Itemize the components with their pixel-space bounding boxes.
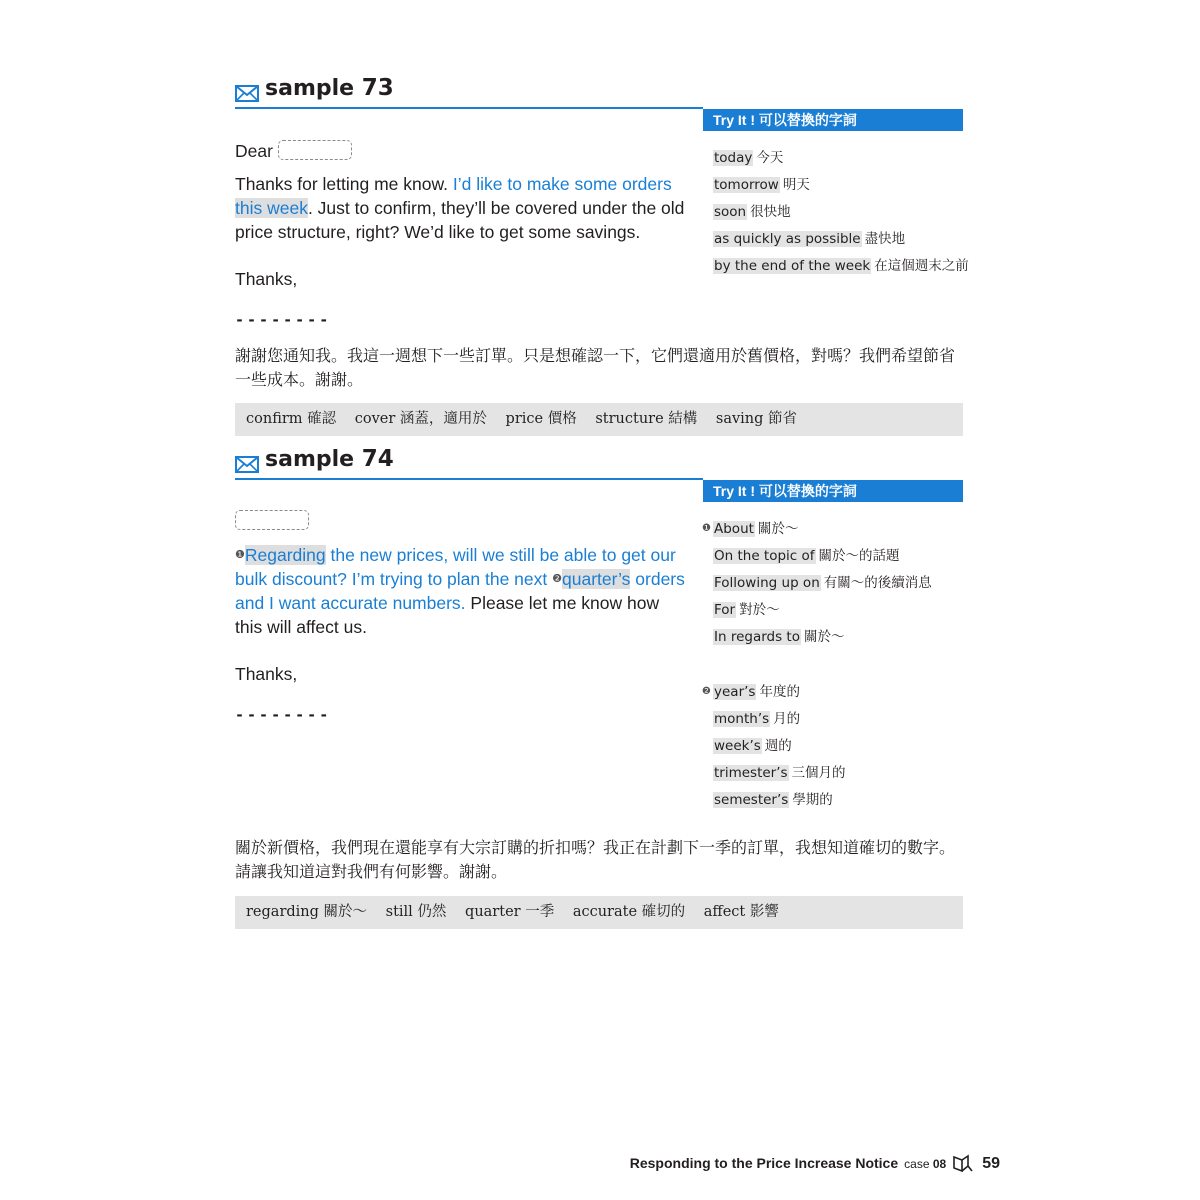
closing-74: Thanks, bbox=[235, 664, 298, 684]
replaceable-text: the new prices, will we still be able to get our bulk discount? I’m trying to plan the next bbox=[235, 545, 676, 589]
tryit-item bbox=[700, 229, 905, 249]
signature-line-74: -------- bbox=[235, 706, 332, 724]
tryit-item bbox=[700, 519, 798, 539]
sample-74-title bbox=[265, 446, 394, 472]
tryit-zh: 學期的 bbox=[792, 792, 833, 808]
tryit-item bbox=[700, 600, 780, 620]
case-label bbox=[904, 1157, 946, 1171]
recipient-blank[interactable] bbox=[278, 140, 352, 160]
vocab-bar-73 bbox=[235, 403, 963, 436]
footer-title: Responding to the Price Increase Notice bbox=[629, 1155, 899, 1171]
tryit-en: month’s bbox=[714, 711, 770, 727]
body-text: Please let me know how this will affect us. bbox=[235, 593, 660, 637]
greeting: Dear bbox=[235, 141, 273, 161]
vocab-item: accurate 確切的 bbox=[572, 904, 686, 920]
marker-two: ❷ bbox=[702, 686, 711, 697]
tryit-en: soon bbox=[714, 204, 747, 220]
letter-body-74 bbox=[235, 543, 690, 639]
tryit-zh: 週的 bbox=[764, 738, 792, 754]
tryit-en: Following up on bbox=[714, 575, 820, 591]
tryit-item bbox=[700, 682, 800, 702]
tryit-en: On the topic of bbox=[714, 548, 815, 564]
tryit-item bbox=[700, 627, 845, 647]
vocab-item: structure 結構 bbox=[595, 411, 698, 427]
translation-74: 關於新價格，我們現在還能享有大宗訂購的折扣嗎？我正在計劃下一季的訂單，我想知道確切的數字。請讓我知道這對我們有何影響。謝謝。 bbox=[235, 838, 956, 881]
tryit-header-74: Try It ! 可以替換的字詞 bbox=[703, 480, 963, 502]
sample-label: sample bbox=[265, 76, 355, 101]
tryit-item bbox=[700, 202, 791, 222]
tryit-en: In regards to bbox=[714, 629, 800, 645]
highlighted-phrase: quarter’s bbox=[562, 569, 631, 589]
body-text: Thanks for letting me know. bbox=[235, 174, 453, 194]
letter-greeting-74 bbox=[235, 509, 690, 533]
tryit-item bbox=[700, 763, 846, 783]
sample-73-header bbox=[235, 75, 703, 109]
tryit-zh: 有關～的後續消息 bbox=[823, 575, 932, 591]
translation-73: 謝謝您通知我。我這一週想下一些訂單。只是想確認一下，它們還適用於舊價格，對嗎？我們希望節省一些成本。謝謝。 bbox=[235, 346, 956, 389]
page-footer bbox=[630, 1153, 1000, 1173]
tryit-zh: 盡快地 bbox=[864, 231, 906, 247]
tryit-zh: 很快地 bbox=[750, 204, 791, 220]
tryit-en: week’s bbox=[714, 738, 761, 754]
tryit-zh: 關於～ bbox=[757, 521, 799, 537]
vocab-item: cover 涵蓋，適用於 bbox=[354, 411, 487, 427]
vocab-item: saving 節省 bbox=[715, 411, 798, 427]
envelope-icon bbox=[235, 456, 259, 473]
tryit-zh: 在這個週末之前 bbox=[874, 258, 969, 274]
tryit-en: as quickly as possible bbox=[714, 231, 861, 247]
tryit-item bbox=[700, 546, 900, 566]
recipient-blank[interactable] bbox=[235, 510, 309, 530]
tryit-en: tomorrow bbox=[714, 177, 779, 193]
replaceable-text: I’d like to make some orders bbox=[452, 174, 672, 194]
case-word: case bbox=[904, 1157, 930, 1171]
marker-two: ❷ bbox=[552, 573, 562, 585]
sample-number: 74 bbox=[361, 446, 394, 472]
tryit-zh: 對於～ bbox=[739, 602, 780, 618]
sample-73-title bbox=[265, 75, 394, 101]
marker-one: ❶ bbox=[702, 523, 711, 534]
tryit-item bbox=[700, 175, 810, 195]
vocab-bar-74 bbox=[235, 896, 963, 929]
vocab-item: confirm 確認 bbox=[246, 411, 337, 427]
envelope-icon bbox=[235, 85, 259, 102]
book-icon bbox=[952, 1153, 974, 1173]
sample-number: 73 bbox=[361, 75, 394, 101]
page-number: 59 bbox=[982, 1155, 1000, 1172]
tryit-en: year’s bbox=[714, 684, 756, 700]
vocab-item: price 價格 bbox=[505, 411, 577, 427]
closing-73: Thanks, bbox=[235, 269, 298, 289]
vocab-item: still 仍然 bbox=[385, 904, 447, 920]
tryit-en: by the end of the week bbox=[714, 258, 871, 274]
tryit-en: About bbox=[714, 521, 754, 537]
tryit-en: today bbox=[714, 150, 753, 166]
tryit-zh: 關於～的話題 bbox=[818, 548, 900, 564]
tryit-zh: 年度的 bbox=[759, 684, 800, 700]
tryit-item bbox=[700, 256, 969, 276]
signature-line-73: -------- bbox=[235, 311, 332, 329]
letter-greeting-73 bbox=[235, 139, 690, 163]
tryit-zh: 明天 bbox=[782, 177, 810, 193]
case-number: 08 bbox=[932, 1157, 947, 1171]
tryit-item bbox=[700, 573, 932, 593]
tryit-item bbox=[700, 709, 800, 729]
body-text: . Just to confirm, they’ll be covered under the old price structure, right? We’d like to get some savings. bbox=[235, 198, 685, 242]
tryit-en: trimester’s bbox=[714, 765, 788, 781]
marker-one: ❶ bbox=[235, 549, 245, 561]
sample-74-header bbox=[235, 446, 703, 480]
vocab-item: regarding 關於～ bbox=[246, 904, 368, 920]
highlighted-phrase: this week bbox=[235, 198, 308, 218]
sample-label: sample bbox=[265, 447, 355, 472]
tryit-zh: 月的 bbox=[773, 711, 801, 727]
vocab-item: quarter 一季 bbox=[465, 904, 555, 920]
highlighted-phrase: Regarding bbox=[244, 545, 326, 565]
tryit-item bbox=[700, 148, 783, 168]
tryit-zh: 關於～ bbox=[804, 629, 845, 645]
tryit-item bbox=[700, 790, 833, 810]
tryit-en: semester’s bbox=[714, 792, 789, 808]
letter-body-73 bbox=[235, 172, 690, 244]
tryit-header-73: Try It ! 可以替換的字詞 bbox=[703, 109, 963, 131]
replaceable-text: orders and I want accurate numbers. bbox=[235, 569, 685, 613]
tryit-zh: 三個月的 bbox=[791, 765, 846, 781]
tryit-en: For bbox=[714, 602, 736, 618]
tryit-zh: 今天 bbox=[756, 150, 784, 166]
vocab-item: affect 影響 bbox=[703, 904, 779, 920]
tryit-item bbox=[700, 736, 792, 756]
